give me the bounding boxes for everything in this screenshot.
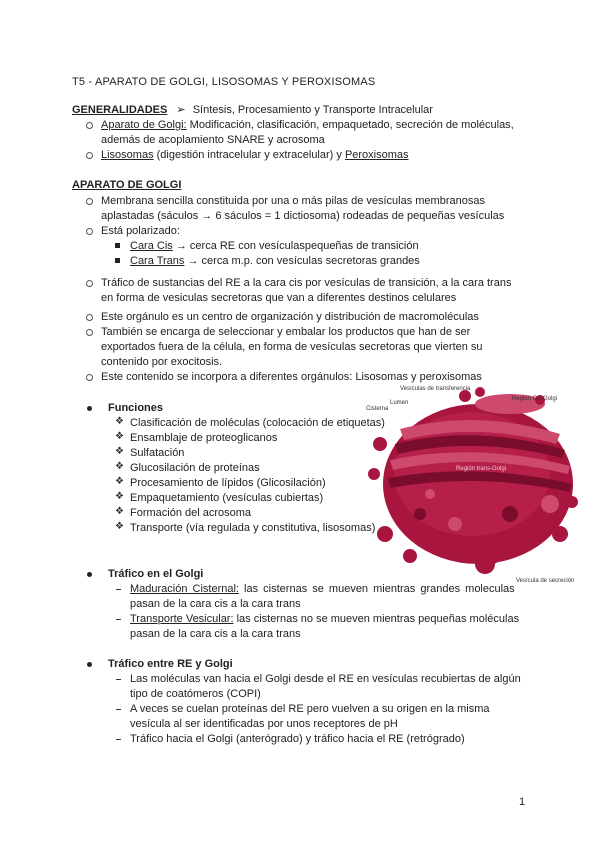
term-cara-trans: Cara Trans [130, 255, 185, 267]
trafico-golgi-item-cont: pasan de la cara cis a la cara trans [130, 598, 301, 610]
dash-bullet-icon [116, 709, 121, 710]
circle-bullet-icon [86, 329, 93, 336]
circle-bullet-icon [86, 122, 93, 129]
circle-bullet-icon [86, 152, 93, 159]
funcion-item: Transporte (vía regulada y constitutiva, lisosomas) [130, 522, 376, 534]
funcion-item: Formación del acrosoma [130, 507, 252, 519]
term-cara-cis: Cara Cis [130, 240, 173, 252]
aparato-p5c: contenido por exocitosis. [101, 356, 223, 368]
dash-bullet-icon [116, 619, 121, 620]
diamond-bullet-icon: ❖ [115, 521, 124, 532]
generalidades-item-golgi [101, 118, 514, 132]
funcion-item: Procesamiento de lípidos (Glicosilación) [130, 477, 326, 489]
aparato-p1a: Membrana sencilla constituida por una o más pilas de vesículas membranosas [101, 195, 485, 207]
page-number: 1 [519, 796, 526, 808]
generalidades-summary: Síntesis, Procesamiento y Transporte Intracelular [192, 104, 433, 116]
circle-bullet-icon [86, 280, 93, 287]
trafico-re-heading: Tráfico entre RE y Golgi [108, 658, 233, 670]
figure-label: Región trans-Golgi [456, 466, 507, 472]
dot-bullet-icon [87, 406, 92, 411]
term-transporte-vesicular: Transporte Vesicular: [130, 613, 234, 625]
aparato-p1b: aplastadas (sáculos → 6 sáculos = 1 dictiosoma) rodeadas de pequeñas vesículas [101, 210, 505, 222]
item-text: las cisternas se mueven mientras grandes moleculas [239, 583, 515, 595]
trafico-re-item: Tráfico hacia el Golgi (anterógrado) y tráfico hacia el RE (retrógrado) [130, 733, 465, 745]
dot-bullet-icon [87, 662, 92, 667]
trafico-re-item-cont: vesícula al ser identificadas por unos receptores de pH [130, 718, 398, 730]
aparato-p3b: en forma de vesiculas secretoras que van a diferentes destinos celulares [101, 292, 457, 304]
funcion-item: Ensamblaje de proteoglicanos [130, 432, 278, 444]
item-text: (digestión intracelular y extracelular) y [153, 149, 345, 161]
aparato-heading: APARATO DE GOLGI [72, 179, 182, 191]
diamond-bullet-icon: ❖ [115, 461, 124, 472]
circle-bullet-icon [86, 228, 93, 235]
cara-trans-line [130, 254, 420, 268]
trafico-golgi-item [130, 612, 519, 626]
diamond-bullet-icon: ❖ [115, 431, 124, 442]
trafico-golgi-item [130, 582, 515, 596]
term-peroxisomas: Peroxisomas [344, 149, 409, 161]
funcion-item: Empaquetamiento (vesículas cubiertas) [130, 492, 324, 504]
dot-bullet-icon [87, 572, 92, 577]
dash-bullet-icon [116, 739, 121, 740]
golgi-figure-svg [360, 384, 600, 584]
generalidades-line [72, 103, 433, 117]
page-title: T5 - APARATO DE GOLGI, LISOSOMAS Y PEROXISOMAS [72, 76, 376, 88]
trafico-re-item-cont: tipo de coatómeros (COPI) [130, 688, 261, 700]
trafico-golgi-item-cont: pasan de la cara cis a la cara trans [130, 628, 301, 640]
generalidades-item-lisosomas [101, 148, 409, 162]
dash-bullet-icon [116, 589, 121, 590]
figure-label: Lumen [390, 400, 409, 406]
term-aparato-golgi: Aparato de Golgi: [101, 119, 187, 131]
figure-label: Vesícula de secreción [516, 578, 575, 584]
generalidades-item-golgi-cont: además de acoplamiento SNARE y acrosoma [101, 134, 325, 146]
diamond-bullet-icon: ❖ [115, 506, 124, 517]
trafico-golgi-heading: Tráfico en el Golgi [108, 568, 204, 580]
figure-label: Región Cis Golgi [512, 396, 558, 402]
diamond-bullet-icon: ❖ [115, 491, 124, 502]
figure-label: Vesículas de transferencia [400, 386, 471, 392]
golgi-illustration [360, 384, 600, 584]
dash-bullet-icon [116, 679, 121, 680]
item-text: → cerca m.p. con vesículas secretoras grandes [184, 255, 420, 267]
funciones-heading: Funciones [108, 402, 164, 414]
diamond-bullet-icon: ❖ [115, 446, 124, 457]
diamond-bullet-icon: ❖ [115, 416, 124, 427]
aparato-p2: Está polarizado: [101, 225, 180, 237]
circle-bullet-icon [86, 374, 93, 381]
diamond-bullet-icon: ❖ [115, 476, 124, 487]
trafico-re-item: A veces se cuelan proteínas del RE pero vuelven a su origen en la misma [130, 703, 490, 715]
generalidades-heading: GENERALIDADES [72, 104, 168, 116]
circle-bullet-icon [86, 198, 93, 205]
cara-cis-line [130, 239, 419, 253]
item-text: → cerca RE con vesículaspequeñas de transición [172, 240, 419, 252]
term-lisosomas: Lisosomas [101, 149, 154, 161]
aparato-p3a: Tráfico de sustancias del RE a la cara cis por vesículas de transición, a la cara trans [101, 277, 512, 289]
item-text: las cisternas no se mueven mientras pequeñas moléculas [233, 613, 520, 625]
funcion-item: Glucosilación de proteínas [130, 462, 260, 474]
aparato-p5b: exportados fuera de la célula, en forma de vesículas secretoras que vierten su [101, 341, 483, 353]
item-text: Modificación, clasificación, empaquetado, secreción de moléculas, [186, 119, 514, 131]
square-bullet-icon [115, 243, 120, 248]
funcion-item: Sulfatación [130, 447, 185, 459]
square-bullet-icon [115, 258, 120, 263]
figure-label: Cisterna [366, 406, 389, 412]
arrow-bullet-icon: ➢ [176, 104, 186, 116]
aparato-p6: Este contenido se incorpora a diferentes orgánulos: Lisosomas y peroxisomas [101, 371, 482, 383]
circle-bullet-icon [86, 314, 93, 321]
trafico-re-item: Las moléculas van hacia el Golgi desde el RE en vesículas recubiertas de algún [130, 673, 521, 685]
aparato-p4: Este orgánulo es un centro de organización y distribución de macromoléculas [101, 311, 479, 323]
aparato-p5a: También se encarga de seleccionar y embalar los productos que han de ser [101, 326, 471, 338]
term-maduracion-cisternal: Maduración Cisternal: [130, 583, 239, 595]
funcion-item: Clasificación de moléculas (colocación de etiquetas) [130, 417, 385, 429]
